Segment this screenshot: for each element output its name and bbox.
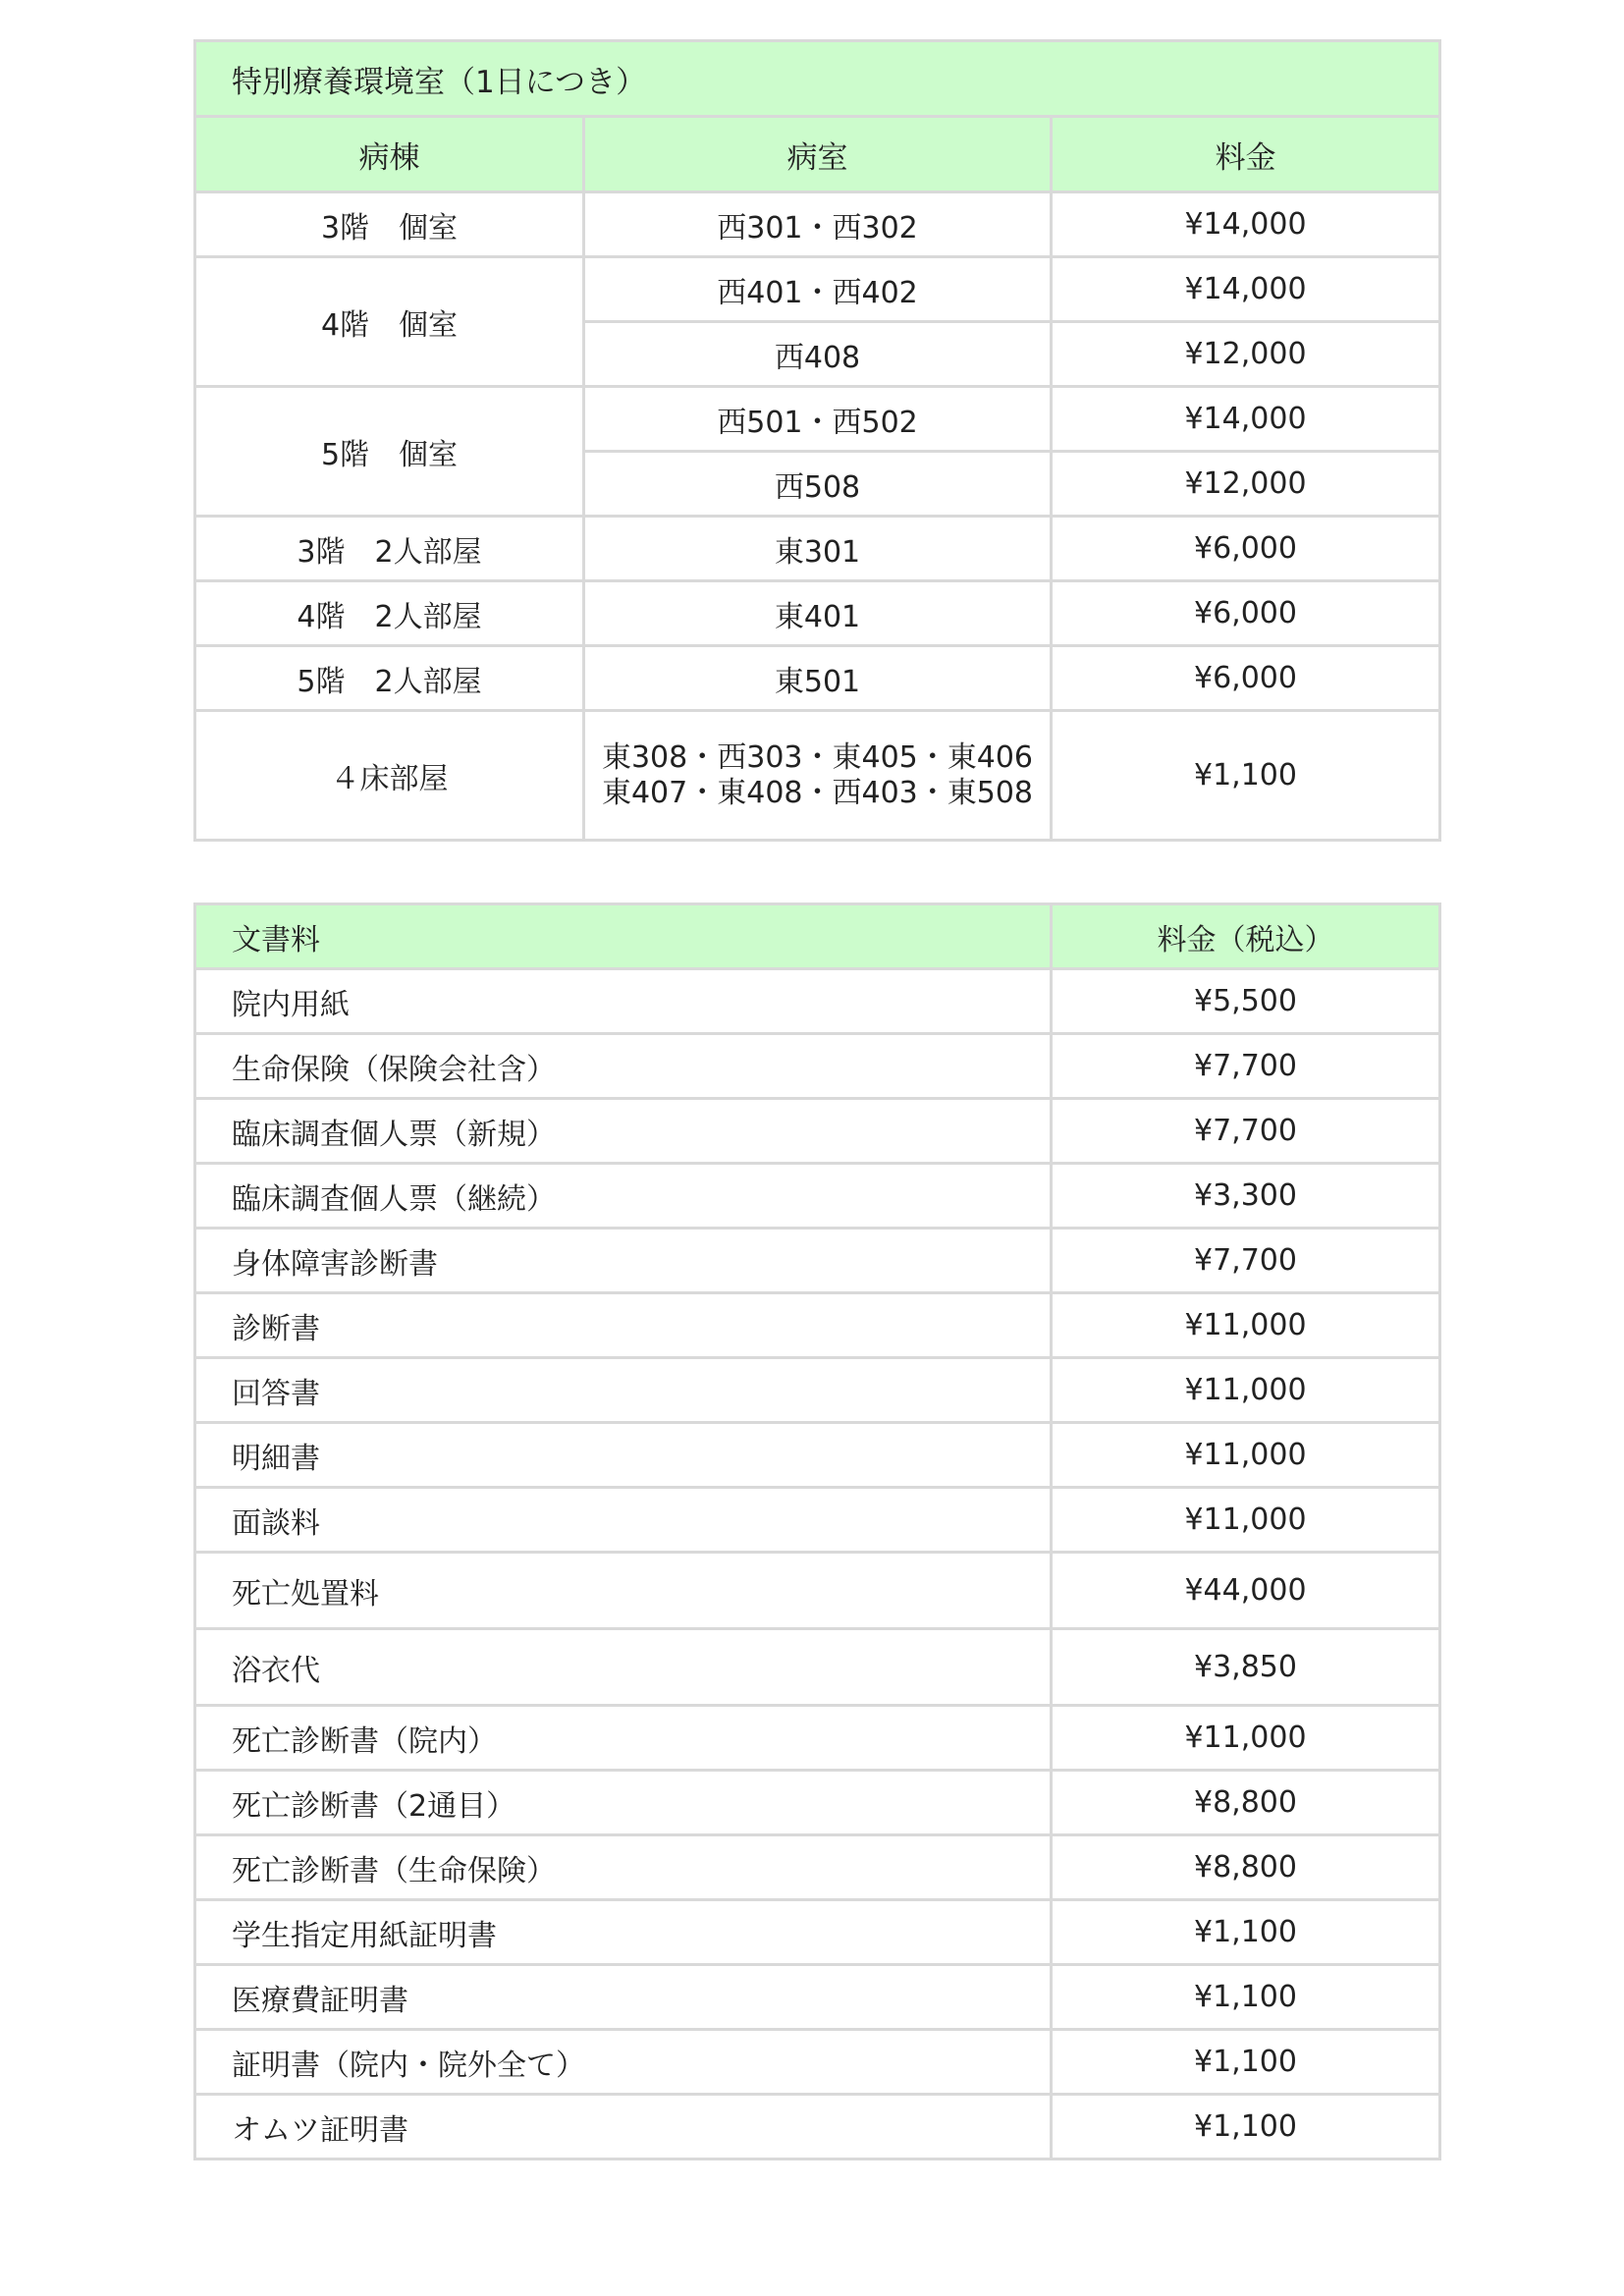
document-column-header: 文書料: [195, 904, 1052, 969]
table-row: [195, 1965, 1440, 2030]
document-name: 明細書: [195, 1423, 1052, 1488]
ward-column-header: 病棟: [195, 117, 584, 192]
document-name: 死亡診断書（生命保険）: [195, 1835, 1052, 1900]
fee-cell: ¥11,000: [1052, 1488, 1440, 1553]
document-name: 浴衣代: [195, 1629, 1052, 1706]
room-cell: 西408: [584, 322, 1052, 387]
room-cell: 東301: [584, 517, 1052, 581]
fee-cell: ¥7,700: [1052, 1229, 1440, 1293]
table-row: [195, 1358, 1440, 1423]
document-name: 学生指定用紙証明書: [195, 1900, 1052, 1965]
table-row: [195, 1164, 1440, 1229]
table-row: [195, 646, 1440, 711]
document-name: 臨床調査個人票（継続）: [195, 1164, 1052, 1229]
fee-cell: ¥11,000: [1052, 1423, 1440, 1488]
fee-cell: ¥3,850: [1052, 1629, 1440, 1706]
document-name: 死亡診断書（2通目）: [195, 1771, 1052, 1835]
table-row: [195, 1099, 1440, 1164]
table-row: [195, 1293, 1440, 1358]
document-name: 身体障害診断書: [195, 1229, 1052, 1293]
table-row: [195, 2030, 1440, 2095]
room-cell: 西301・西302: [584, 192, 1052, 257]
document-name: 死亡診断書（院内）: [195, 1706, 1052, 1771]
room-cell: 西501・西502: [584, 387, 1052, 452]
fee-cell: ¥12,000: [1052, 452, 1440, 517]
fee-cell: ¥12,000: [1052, 322, 1440, 387]
fee-cell: ¥6,000: [1052, 646, 1440, 711]
room-cell: [584, 711, 1052, 841]
fee-cell: ¥1,100: [1052, 1965, 1440, 2030]
fee-cell: ¥6,000: [1052, 517, 1440, 581]
ward-cell: 4階 個室: [195, 257, 584, 387]
fee-cell: ¥44,000: [1052, 1553, 1440, 1629]
table-row: [195, 1706, 1440, 1771]
ward-cell: 3階 個室: [195, 192, 584, 257]
fee-cell: ¥14,000: [1052, 387, 1440, 452]
ward-cell: 5階 2人部屋: [195, 646, 584, 711]
document-name: 回答書: [195, 1358, 1052, 1423]
table-row: [195, 2095, 1440, 2159]
table-row: [195, 1771, 1440, 1835]
room-cell: 東401: [584, 581, 1052, 646]
room-line: 東308・西303・東405・東406: [601, 739, 1034, 775]
fee-cell: ¥7,700: [1052, 1099, 1440, 1164]
ward-cell: 4階 2人部屋: [195, 581, 584, 646]
table-row: [195, 581, 1440, 646]
document-name: 死亡処置料: [195, 1553, 1052, 1629]
fee-cell: ¥14,000: [1052, 257, 1440, 322]
special-room-fee-table: [193, 39, 1441, 842]
table-row: [195, 711, 1440, 841]
document-name: 証明書（院内・院外全て）: [195, 2030, 1052, 2095]
ward-cell: 3階 2人部屋: [195, 517, 584, 581]
fee-column-header: 料金（税込）: [1052, 904, 1440, 969]
table-row: [195, 1423, 1440, 1488]
fee-cell: ¥14,000: [1052, 192, 1440, 257]
document-fee-table: [193, 902, 1441, 2160]
table-row: [195, 517, 1440, 581]
document-name: オムツ証明書: [195, 2095, 1052, 2159]
fee-cell: ¥11,000: [1052, 1706, 1440, 1771]
document-name: 臨床調査個人票（新規）: [195, 1099, 1052, 1164]
document-name: 面談料: [195, 1488, 1052, 1553]
document-name: 院内用紙: [195, 969, 1052, 1034]
fee-cell: ¥8,800: [1052, 1835, 1440, 1900]
fee-cell: ¥1,100: [1052, 2030, 1440, 2095]
room-cell: 東501: [584, 646, 1052, 711]
fee-cell: ¥1,100: [1052, 711, 1440, 841]
fee-cell: ¥7,700: [1052, 1034, 1440, 1099]
table-row: [195, 1900, 1440, 1965]
table-row: [195, 1629, 1440, 1706]
document-name: 生命保険（保険会社含）: [195, 1034, 1052, 1099]
room-cell: 西401・西402: [584, 257, 1052, 322]
fee-cell: ¥3,300: [1052, 1164, 1440, 1229]
table-row: [195, 1229, 1440, 1293]
fee-cell: ¥11,000: [1052, 1358, 1440, 1423]
fee-cell: ¥11,000: [1052, 1293, 1440, 1358]
table-row: [195, 969, 1440, 1034]
table-row: [195, 1553, 1440, 1629]
fee-column-header: 料金: [1052, 117, 1440, 192]
room-table-title: 特別療養環境室（1日につき）: [195, 41, 1440, 117]
ward-cell: 5階 個室: [195, 387, 584, 517]
table-row: [195, 1835, 1440, 1900]
room-cell: 西508: [584, 452, 1052, 517]
table-row: [195, 1034, 1440, 1099]
fee-cell: ¥5,500: [1052, 969, 1440, 1034]
table-row: [195, 1488, 1440, 1553]
document-name: 診断書: [195, 1293, 1052, 1358]
fee-cell: ¥1,100: [1052, 2095, 1440, 2159]
fee-cell: ¥6,000: [1052, 581, 1440, 646]
table-row: [195, 192, 1440, 257]
fee-cell: ¥8,800: [1052, 1771, 1440, 1835]
table-row: [195, 257, 1440, 322]
room-line: 東407・東408・西403・東508: [601, 775, 1034, 810]
fee-cell: ¥1,100: [1052, 1900, 1440, 1965]
room-column-header: 病室: [584, 117, 1052, 192]
document-name: 医療費証明書: [195, 1965, 1052, 2030]
table-row: [195, 387, 1440, 452]
ward-cell: ４床部屋: [195, 711, 584, 841]
